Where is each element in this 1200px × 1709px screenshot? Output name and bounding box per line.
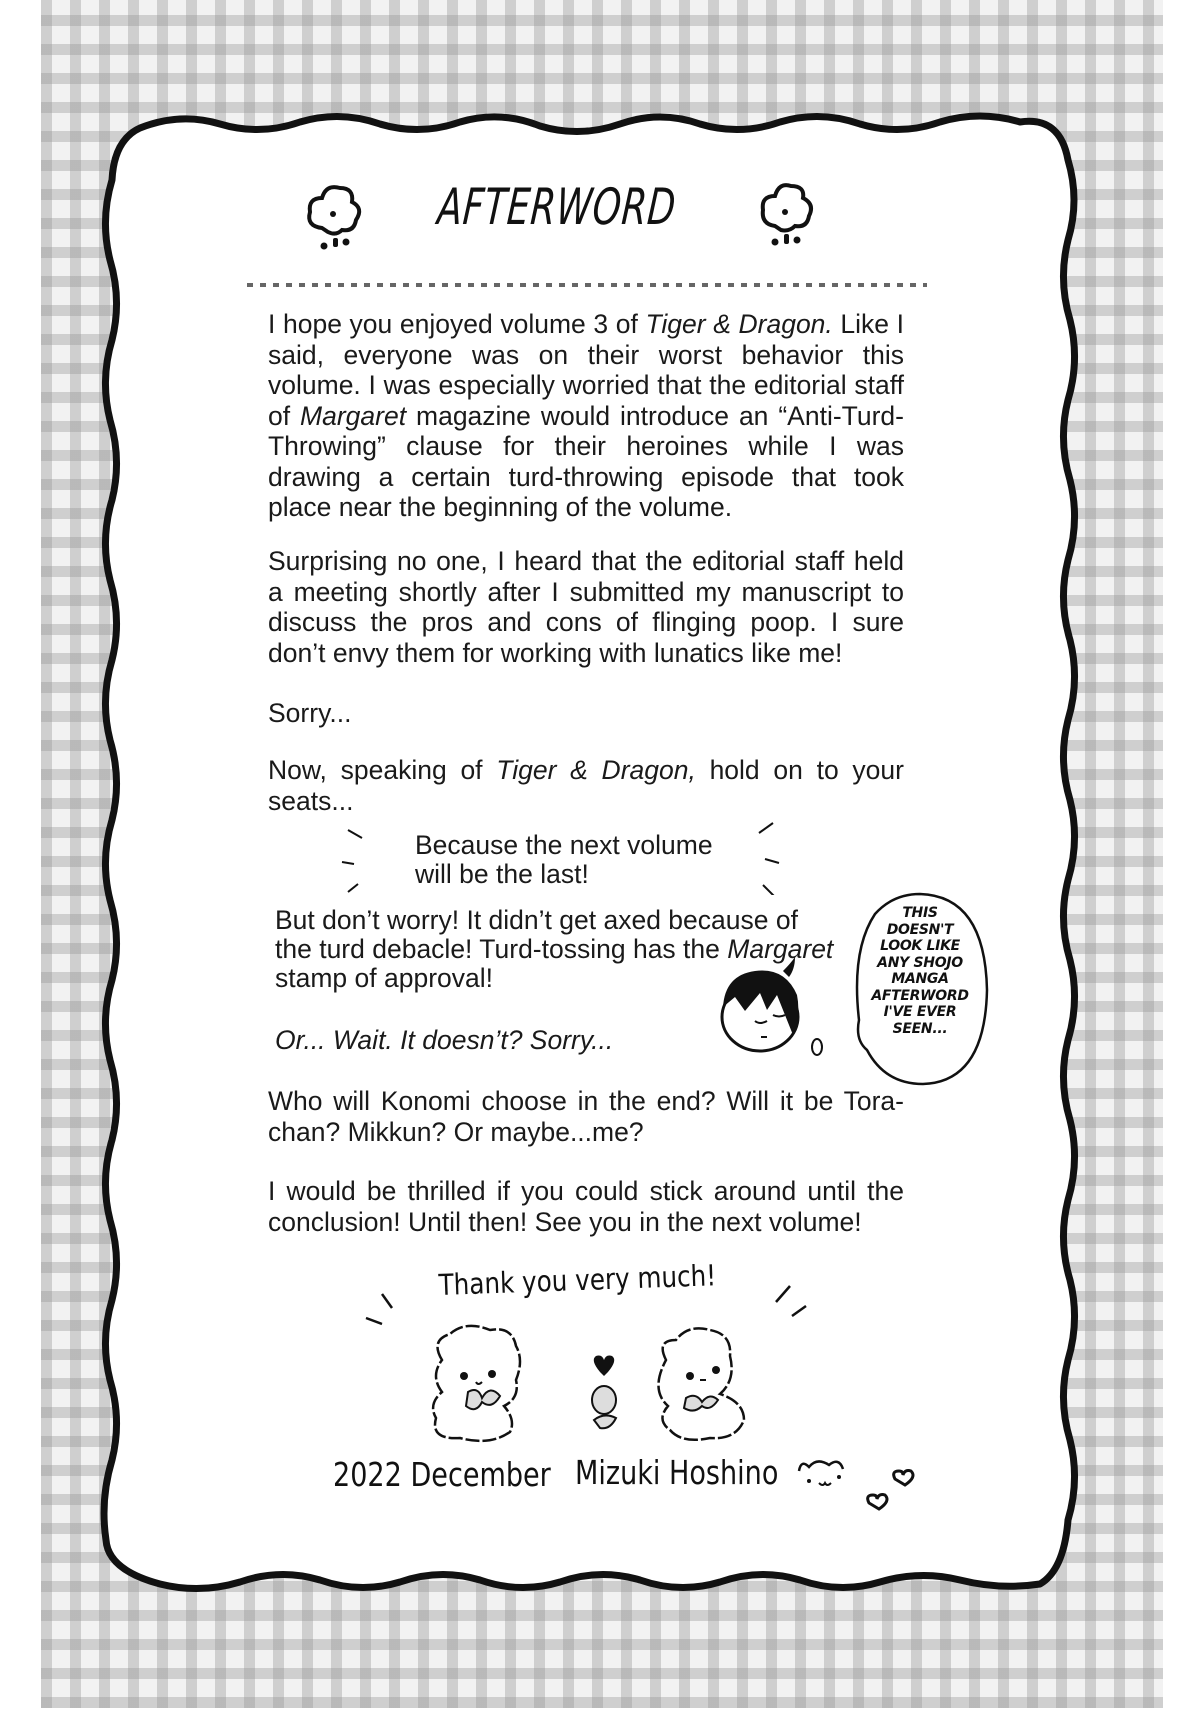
bubble-line: MANGA: [891, 971, 949, 987]
bubble-line: AFTERWORD: [871, 987, 969, 1004]
date: 2022 December: [333, 1455, 551, 1494]
paragraph-1: [268, 309, 904, 523]
announcement-line-2: will be the last!: [415, 859, 589, 889]
paragraph-3: Sorry...: [268, 698, 352, 728]
bubble-line: THIS: [902, 905, 938, 921]
author-signature: Mizuki Hoshino: [575, 1453, 779, 1492]
italic-magazine: Margaret: [300, 400, 407, 431]
text-span: magazine would introduce an “Anti-Turd-Throwing” clause for their heroines while I was drawing a certain turd-throwing episode that took place near the beginning of the volume.: [268, 400, 904, 522]
paragraph-8: Who will Konomi choose in the end? Will it be Tora-chan? Mikkun? Or maybe...me?: [268, 1086, 904, 1147]
italic-magazine: Margaret: [727, 934, 834, 964]
announcement-line-1: Because the next volume: [415, 830, 713, 860]
sleepy-author-chibi: [705, 955, 835, 1065]
paragraph-7: Or... Wait. It doesn’t? Sorry...: [275, 1025, 614, 1055]
text-span: But don’t worry! It didn’t get axed because of the turd debacle! Turd-tossing has the: [275, 905, 798, 964]
bubble-line: ANY SHOJO: [877, 954, 963, 971]
bubble-line: I'VE EVER: [883, 1004, 957, 1020]
bubble-line: SEEN...: [892, 1020, 948, 1037]
cloud-flower-icon: [300, 180, 370, 260]
text-span: hold on to your seats...: [268, 755, 904, 816]
text-span: I hope you enjoyed volume 3 of: [268, 309, 646, 339]
cat-face-doodle: [795, 1455, 925, 1525]
paragraph-4: [268, 755, 904, 816]
emphasis-lines-left: [360, 1290, 420, 1340]
bubble-line: DOESN'T: [886, 921, 954, 938]
italic-title: Tiger & Dragon.: [645, 309, 833, 339]
teddy-bears-with-bows: [420, 1320, 780, 1450]
page-title: AFTERWORD: [435, 178, 679, 236]
emphasis-lines-right: [745, 815, 805, 895]
text-span: stamp of approval!: [275, 963, 494, 993]
emphasis-lines-left: [340, 820, 400, 900]
thank-you-note: Thank you very much!: [438, 1258, 717, 1302]
italic-title: Tiger & Dragon,: [496, 755, 696, 785]
text-span: Now, speaking of: [268, 755, 497, 785]
speech-bubble-text: [860, 905, 980, 1037]
dashed-divider: [247, 283, 927, 287]
cloud-flower-icon: [753, 178, 823, 258]
bubble-line: LOOK LIKE: [880, 938, 960, 954]
paragraph-5-announcement: [415, 831, 745, 889]
text-span: Like I said, everyone was on their worst behavior this volume. I was especially worried that the editorial staff of: [268, 309, 905, 431]
paragraph-2: Surprising no one, I heard that the editorial staff held a meeting shortly after I submitted my manuscript to discuss the pros and cons of flinging poop. I sure don’t envy them for working with lunatics like me!: [268, 546, 904, 668]
paragraph-9: I would be thrilled if you could stick around until the conclusion! Until then! See you in the next volume!: [268, 1176, 904, 1237]
